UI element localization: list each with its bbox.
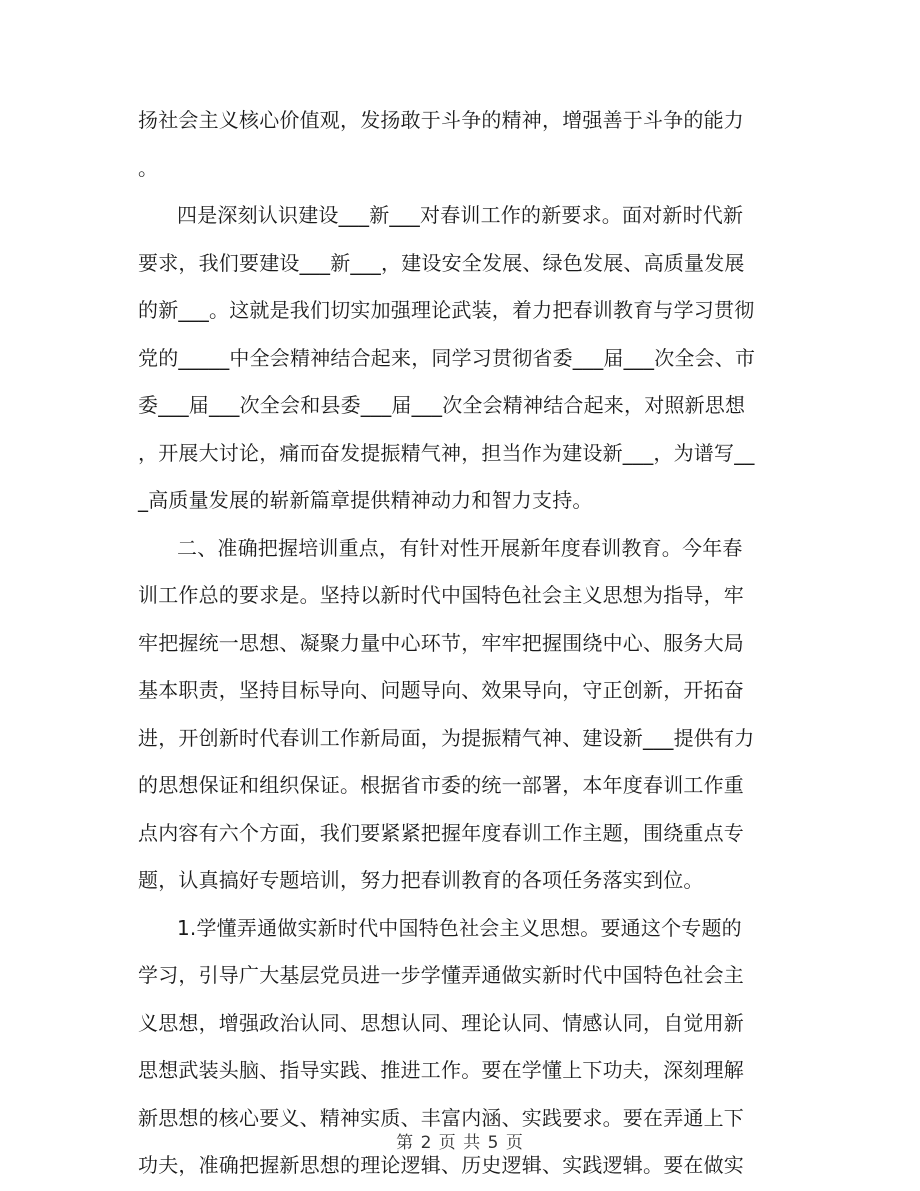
text-line: 功夫，准确把握新思想的理论逻辑、历史逻辑、实践逻辑。要在做实 xyxy=(138,1153,744,1177)
text-line: 的思想保证和组织保证。根据省市委的统一部署，本年度春训工作重 xyxy=(138,773,744,797)
paragraph-first-line: 四是深刻认识建设___新___对春训工作的新要求。面对新时代新 xyxy=(177,203,744,227)
text-line: 基本职责，坚持目标导向、问题导向、效果导向，守正创新，开拓奋 xyxy=(138,678,744,702)
text-line: 要求，我们要建设___新___，建设安全发展、绿色发展、高质量发展 xyxy=(138,251,745,275)
page-number-footer: 第 2 页 共 5 页 xyxy=(396,1133,524,1153)
paragraph-first-line: 二、准确把握培训重点，有针对性开展新年度春训教育。今年春 xyxy=(177,536,743,560)
text-line: 题，认真搞好专题培训，努力把春训教育的各项任务落实到位。 xyxy=(138,868,704,892)
text-line: _高质量发展的崭新篇章提供精神动力和智力支持。 xyxy=(138,488,593,512)
text-line: 训工作总的要求是。坚持以新时代中国特色社会主义思想为指导，牢 xyxy=(138,583,744,607)
text-line: 点内容有六个方面，我们要紧紧把握年度春训工作主题，围绕重点专 xyxy=(138,821,744,845)
text-line: 新思想的核心要义、精神实质、丰富内涵、实践要求。要在弄通上下 xyxy=(138,1106,744,1130)
paragraph-first-line: 1.学懂弄通做实新时代中国特色社会主义思想。要通这个专题的 xyxy=(177,916,742,940)
text-line: 委___届___次全会和县委___届___次全会精神结合起来，对照新思想 xyxy=(138,393,746,417)
text-line: 党的_____中全会精神结合起来，同学习贯彻省委___届___次全会、市 xyxy=(138,346,756,370)
text-line: 义思想，增强政治认同、思想认同、理论认同、情感认同，自觉用新 xyxy=(138,1011,744,1035)
text-line: 牢把握统一思想、凝聚力量中心环节，牢牢把握围绕中心、服务大局 xyxy=(138,631,744,655)
text-line: 扬社会主义核心价值观，发扬敢于斗争的精神，增强善于斗争的能力 xyxy=(138,108,744,132)
text-line: ，开展大讨论，痛而奋发提振精气神，担当作为建设新___，为谱写__ xyxy=(138,441,755,465)
text-line: 的新___。这就是我们切实加强理论武装，着力把春训教育与学习贯彻 xyxy=(138,298,755,322)
text-line: 学习，引导广大基层党员进一步学懂弄通做实新时代中国特色社会主 xyxy=(138,963,744,987)
text-line: 。 xyxy=(138,156,159,180)
text-line: 思想武装头脑、指导实践、推进工作。要在学懂上下功夫，深刻理解 xyxy=(138,1058,744,1082)
text-line: 进，开创新时代春训工作新局面，为提振精气神、建设新___提供有力 xyxy=(138,726,755,750)
